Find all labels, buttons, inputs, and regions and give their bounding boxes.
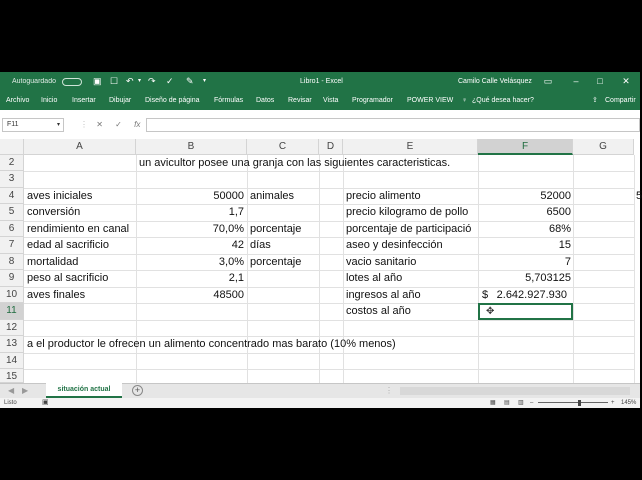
- minimize-button[interactable]: –: [573, 76, 579, 86]
- status-bar: [0, 398, 640, 408]
- enter-icon[interactable]: ✓: [115, 120, 122, 129]
- name-box[interactable]: [2, 118, 64, 132]
- cell-e11[interactable]: costos al año: [346, 305, 411, 317]
- column-header-g[interactable]: G: [573, 139, 634, 155]
- user-name[interactable]: Camilo Calle Velásquez: [458, 78, 532, 85]
- tab-datos[interactable]: Datos: [256, 97, 275, 104]
- cell-f9[interactable]: 5,703125: [525, 272, 571, 284]
- cell-a10[interactable]: aves finales: [27, 289, 86, 301]
- row-header-7[interactable]: 7: [0, 237, 24, 254]
- cell-f10-currency: $: [482, 289, 489, 301]
- sheet-tab-bar: [0, 383, 640, 398]
- cell-f7[interactable]: 15: [558, 239, 571, 251]
- row-header-4[interactable]: 4: [0, 188, 24, 204]
- lightbulb-icon: ♀: [462, 97, 468, 104]
- cell-e7[interactable]: aseo y desinfección: [346, 239, 443, 251]
- close-button[interactable]: ✕: [622, 76, 630, 86]
- cell-e4[interactable]: precio alimento: [346, 190, 421, 202]
- row-header-8[interactable]: 8: [0, 254, 24, 270]
- row-header-6[interactable]: 6: [0, 221, 24, 237]
- tab-diseno-pagina[interactable]: Diseño de página: [145, 97, 200, 104]
- autosave-label: Autoguardado: [12, 78, 56, 85]
- tell-me-search[interactable]: ¿Qué desea hacer?: [472, 97, 534, 104]
- column-header-e[interactable]: E: [343, 139, 478, 155]
- row-header-5[interactable]: 5: [0, 204, 24, 221]
- cell-f6[interactable]: 68%: [548, 223, 571, 235]
- page-break-icon[interactable]: ▥: [518, 400, 524, 406]
- tab-insertar[interactable]: Insertar: [72, 97, 96, 104]
- add-sheet-button[interactable]: +: [132, 385, 143, 396]
- share-icon: ⇪: [592, 97, 598, 104]
- row-header-13[interactable]: 13: [0, 336, 24, 353]
- cell-c7[interactable]: días: [250, 239, 271, 251]
- zoom-out-icon[interactable]: –: [530, 400, 534, 406]
- share-button[interactable]: Compartir: [605, 97, 636, 104]
- cell-b2[interactable]: un avicultor posee una granja con las siguientes caracteristicas.: [139, 157, 451, 169]
- cell-a5[interactable]: conversión: [27, 206, 81, 218]
- normal-view-icon[interactable]: ▦: [490, 400, 496, 406]
- row-header-14[interactable]: 14: [0, 353, 24, 369]
- tab-formulas[interactable]: Fórmulas: [214, 97, 244, 104]
- formula-bar: [0, 118, 640, 133]
- cell-b4[interactable]: 50000: [213, 190, 244, 202]
- pin-icon[interactable]: ✎: [186, 76, 194, 86]
- cell-b5[interactable]: 1,7: [228, 206, 244, 218]
- autosave-toggle[interactable]: [62, 78, 82, 86]
- save-icon[interactable]: ▣: [93, 76, 102, 86]
- cell-e10[interactable]: ingresos al año: [346, 289, 421, 301]
- cell-b8[interactable]: 3,0%: [218, 256, 244, 268]
- more-icon: ⋮: [80, 120, 88, 129]
- macro-record-icon[interactable]: ▣: [42, 399, 49, 406]
- cell-h4[interactable]: 5: [636, 190, 642, 202]
- tab-revisar[interactable]: Revisar: [288, 97, 312, 104]
- prev-sheet-icon[interactable]: ◀: [8, 386, 15, 395]
- cell-c4[interactable]: animales: [250, 190, 295, 202]
- sheet-tab-situacion-actual[interactable]: situación actual: [46, 383, 122, 398]
- status-ready: Listo: [4, 400, 17, 406]
- row-header-12[interactable]: 12: [0, 320, 24, 336]
- cell-f5[interactable]: 6500: [546, 206, 571, 218]
- row-header-3[interactable]: 3: [0, 171, 24, 188]
- horizontal-scrollbar[interactable]: [400, 387, 630, 395]
- formula-input[interactable]: [146, 118, 640, 132]
- cell-f8[interactable]: 7: [564, 256, 571, 268]
- touch-mode-icon[interactable]: ☐: [110, 76, 119, 86]
- maximize-button[interactable]: □: [597, 76, 603, 86]
- tab-programador[interactable]: Programador: [352, 97, 393, 104]
- cell-e5[interactable]: precio kilogramo de pollo: [346, 206, 469, 218]
- cell-a6[interactable]: rendimiento en canal: [27, 223, 130, 235]
- document-title: Libro1 - Excel: [300, 78, 343, 85]
- format-painter-icon[interactable]: ✓: [166, 76, 174, 86]
- cell-b10[interactable]: 48500: [213, 289, 244, 301]
- zoom-level[interactable]: 145%: [621, 400, 637, 406]
- redo-icon[interactable]: ↷: [148, 76, 156, 86]
- name-box-dropdown-icon[interactable]: ▾: [56, 122, 60, 128]
- ribbon-tabs: [0, 91, 640, 110]
- zoom-slider[interactable]: [538, 402, 608, 403]
- next-sheet-icon[interactable]: ▶: [22, 386, 29, 395]
- mouse-cursor-icon: ✥: [486, 306, 495, 317]
- column-header-d[interactable]: D: [319, 139, 343, 155]
- cell-c6[interactable]: porcentaje: [250, 223, 302, 235]
- cell-b7[interactable]: 42: [231, 239, 244, 251]
- formula-icons: [80, 118, 140, 132]
- cancel-icon[interactable]: ✕: [96, 120, 103, 129]
- cell-b6[interactable]: 70,0%: [212, 223, 244, 235]
- cell-b9[interactable]: 2,1: [228, 272, 244, 284]
- cell-c8[interactable]: porcentaje: [250, 256, 302, 268]
- cell-f4[interactable]: 52000: [540, 190, 571, 202]
- title-bar: [0, 72, 640, 91]
- cell-a7[interactable]: edad al sacrificio: [27, 239, 109, 251]
- insert-function-icon[interactable]: fx: [134, 120, 141, 129]
- cell-a8[interactable]: mortalidad: [27, 256, 79, 268]
- tab-archivo[interactable]: Archivo: [6, 97, 30, 104]
- tab-vista[interactable]: Vista: [323, 97, 339, 104]
- cell-a4[interactable]: aves iniciales: [27, 190, 93, 202]
- column-header-b[interactable]: B: [136, 139, 247, 155]
- row-header-2[interactable]: 2: [0, 155, 24, 171]
- column-header-f[interactable]: F: [478, 139, 573, 155]
- undo-icon[interactable]: ↶: [126, 76, 134, 86]
- tab-power-view[interactable]: POWER VIEW: [407, 97, 454, 104]
- ribbon-display-icon[interactable]: ▭: [543, 76, 553, 86]
- zoom-slider-thumb[interactable]: [578, 400, 581, 406]
- row-header-10[interactable]: 10: [0, 287, 24, 303]
- zoom-in-icon[interactable]: +: [611, 400, 615, 406]
- undo-dropdown-icon[interactable]: ▾: [138, 78, 142, 84]
- row-header-9[interactable]: 9: [0, 270, 24, 287]
- cell-a13[interactable]: a el productor le ofrecen un alimento concentrado mas barato (10% menos): [27, 338, 396, 350]
- cell-e9[interactable]: lotes al año: [346, 272, 403, 284]
- tab-dibujar[interactable]: Dibujar: [109, 97, 132, 104]
- page-layout-icon[interactable]: ▤: [504, 400, 510, 406]
- excel-window: [0, 72, 640, 408]
- tab-inicio[interactable]: Inicio: [41, 97, 58, 104]
- row-header-15[interactable]: 15: [0, 369, 24, 383]
- select-all-corner[interactable]: [0, 139, 24, 155]
- cell-a9[interactable]: peso al sacrificio: [27, 272, 109, 284]
- name-box-value: F11: [7, 121, 19, 128]
- cell-f10[interactable]: 2.642.927.930: [496, 289, 567, 301]
- column-header-a[interactable]: A: [24, 139, 136, 155]
- tab-split-handle-icon[interactable]: ⋮: [385, 386, 393, 395]
- column-header-c[interactable]: C: [247, 139, 319, 155]
- customize-toolbar-icon[interactable]: ▾: [203, 78, 207, 84]
- row-header-11[interactable]: 11: [0, 303, 24, 320]
- cell-e8[interactable]: vacio sanitario: [346, 256, 417, 268]
- cell-e6[interactable]: porcentaje de participació: [346, 223, 472, 235]
